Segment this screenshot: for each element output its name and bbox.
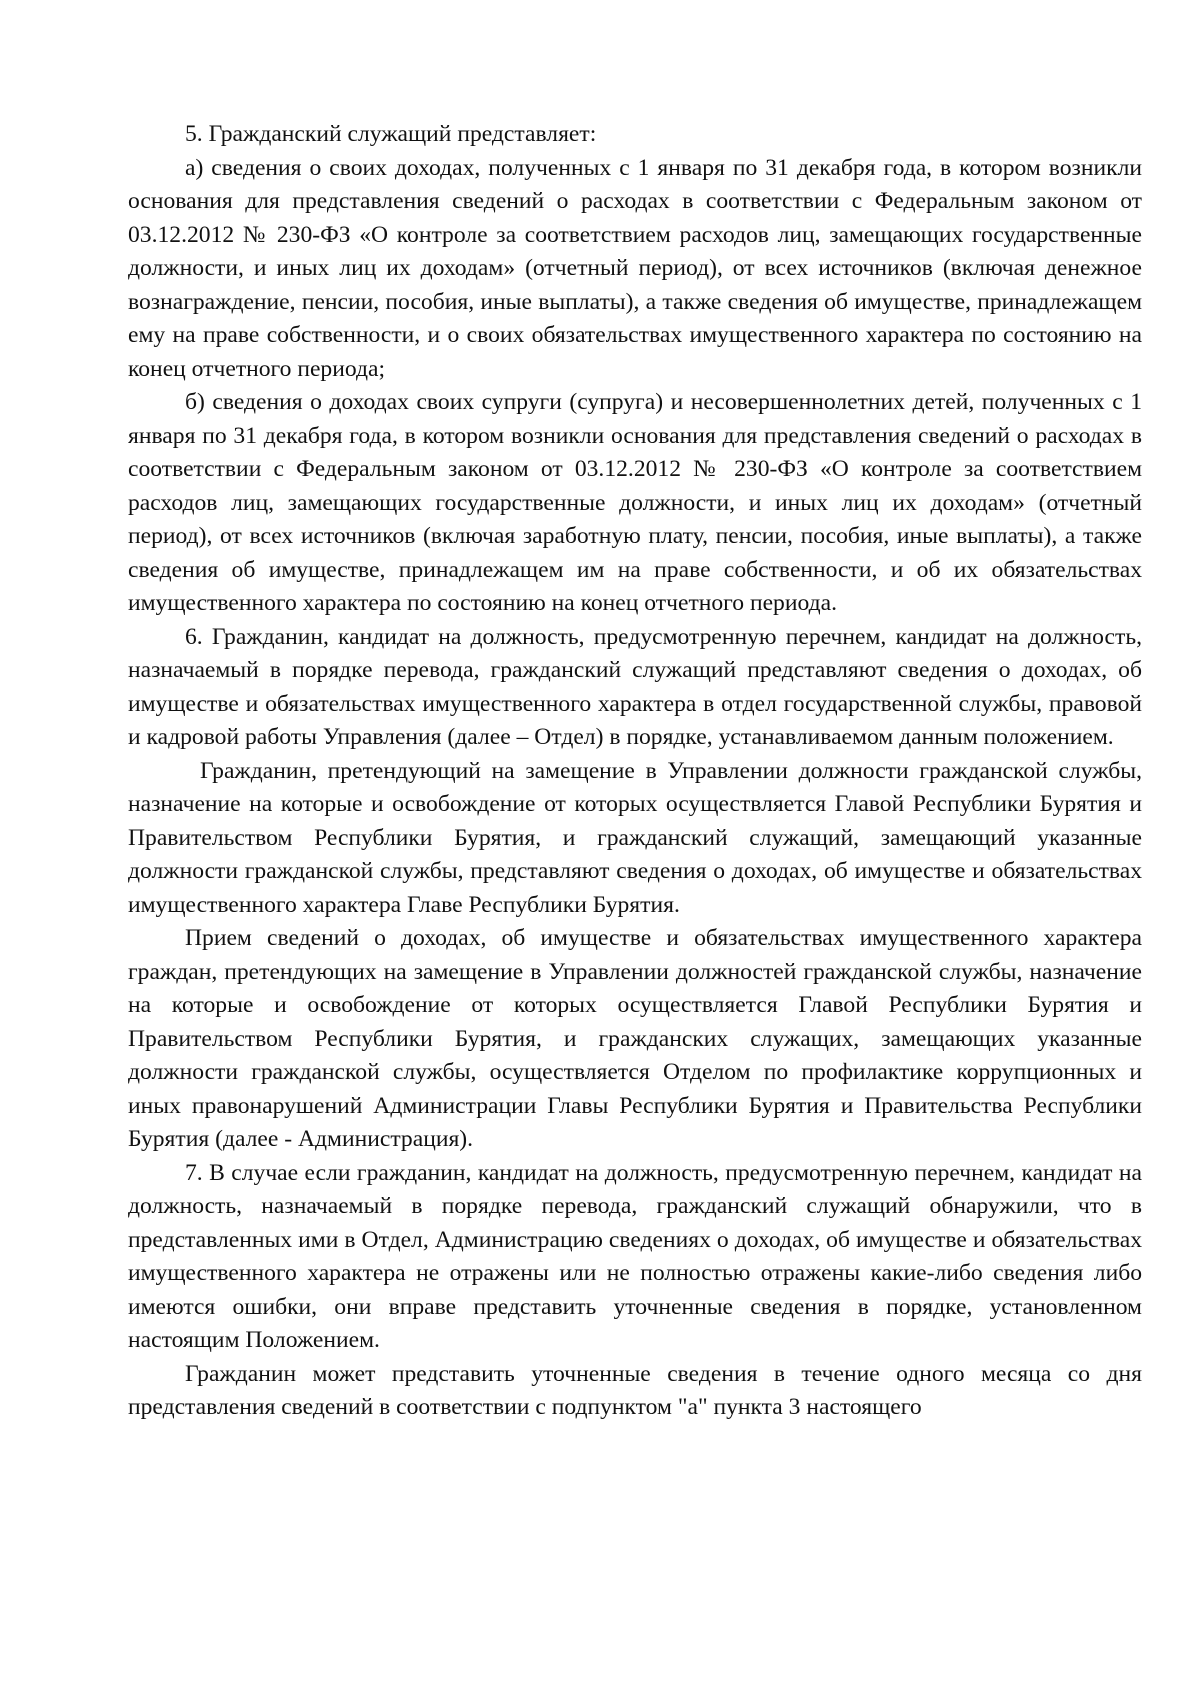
paragraph-6-citizen: Гражданин, претендующий на замещение в Управлении должности гражданской службы, назначение на которые и освобождение от которых осуществляется Главой Республики Бурятия и Правительством Республики Бурятия, и гражданский служащий, замещающий указанные должности гражданской службы, представляют сведения о доходах, об имуществе и обязательствах имущественного характера Главе Республики Бурятия. bbox=[128, 757, 1142, 918]
paragraph-5: 5. Гражданский служащий представляет: bbox=[185, 121, 597, 147]
paragraph-6-reception: Прием сведений о доходах, об имуществе и обязательствах имущественного характера граждан, претендующих на замещение в Управлении должностей гражданской службы, назначение на которые и освобождение от которых осуществляется Главой Республики Бурятия и Правительством Республики Бурятия, и гражданских служащих, замещающих указанные должности гражданской службы, осуществляется Отделом по профилактике коррупционных и иных правонарушений Администрации Главы Республики Бурятия и Правительства Республики Бурятия (далее - Администрация). bbox=[128, 925, 1142, 1152]
paragraph-7-clarification: Гражданин может представить уточненные сведения в течение одного месяца со дня представления сведений в соответствии с подпунктом "а" пункта 3 настоящего bbox=[128, 1360, 1142, 1420]
paragraph-6: 6. Гражданин, кандидат на должность, предусмотренную перечнем, кандидат на должность, назначаемый в порядке перевода, гражданский служащий представляют сведения о доходах, об имуществе и обязательствах имущественного характера в отдел государственной службы, правовой и кадровой работы Управления (далее – Отдел) в порядке, устанавливаемом данным положением. bbox=[128, 623, 1142, 750]
paragraph-5a: а) сведения о своих доходах, полученных с 1 января по 31 декабря года, в котором возникли основания для представления сведений о расходах в соответствии с Федеральным законом от 03.12.2012 № 230-ФЗ «О контроле за соответствием расходов лиц, замещающих государственные должности, и иных лиц их доходам» (отчетный период), от всех источников (включая денежное вознаграждение, пенсии, пособия, иные выплаты), а также сведения об имуществе, принадлежащем ему на праве собственности, и о своих обязательствах имущественного характера по состоянию на конец отчетного периода; bbox=[128, 154, 1142, 382]
paragraph-5b: б) сведения о доходах своих супруги (супруга) и несовершеннолетних детей, полученных с 1 января по 31 декабря года, в котором возникли основания для представления сведений о расходах в соответствии с Федеральным законом от 03.12.2012 № 230-ФЗ «О контроле за соответствием расходов лиц, замещающих государственные должности, и иных лиц их доходам» (отчетный период), от всех источников (включая заработную плату, пенсии, пособия, иные выплаты), а также сведения об имуществе, принадлежащем им на праве собственности, и об их обязательствах имущественного характера по состоянию на конец отчетного периода. bbox=[128, 389, 1142, 616]
paragraph-7: 7. В случае если гражданин, кандидат на должность, предусмотренную перечнем, кандидат на должность, назначаемый в порядке перевода, гражданский служащий обнаружили, что в представленных ими в Отдел, Администрацию сведениях о доходах, об имуществе и обязательствах имущественного характера не отражены или не полностью отражены какие-либо сведения либо имеются ошибки, они вправе представить уточненные сведения в порядке, установленном настоящим Положением. bbox=[128, 1159, 1142, 1353]
